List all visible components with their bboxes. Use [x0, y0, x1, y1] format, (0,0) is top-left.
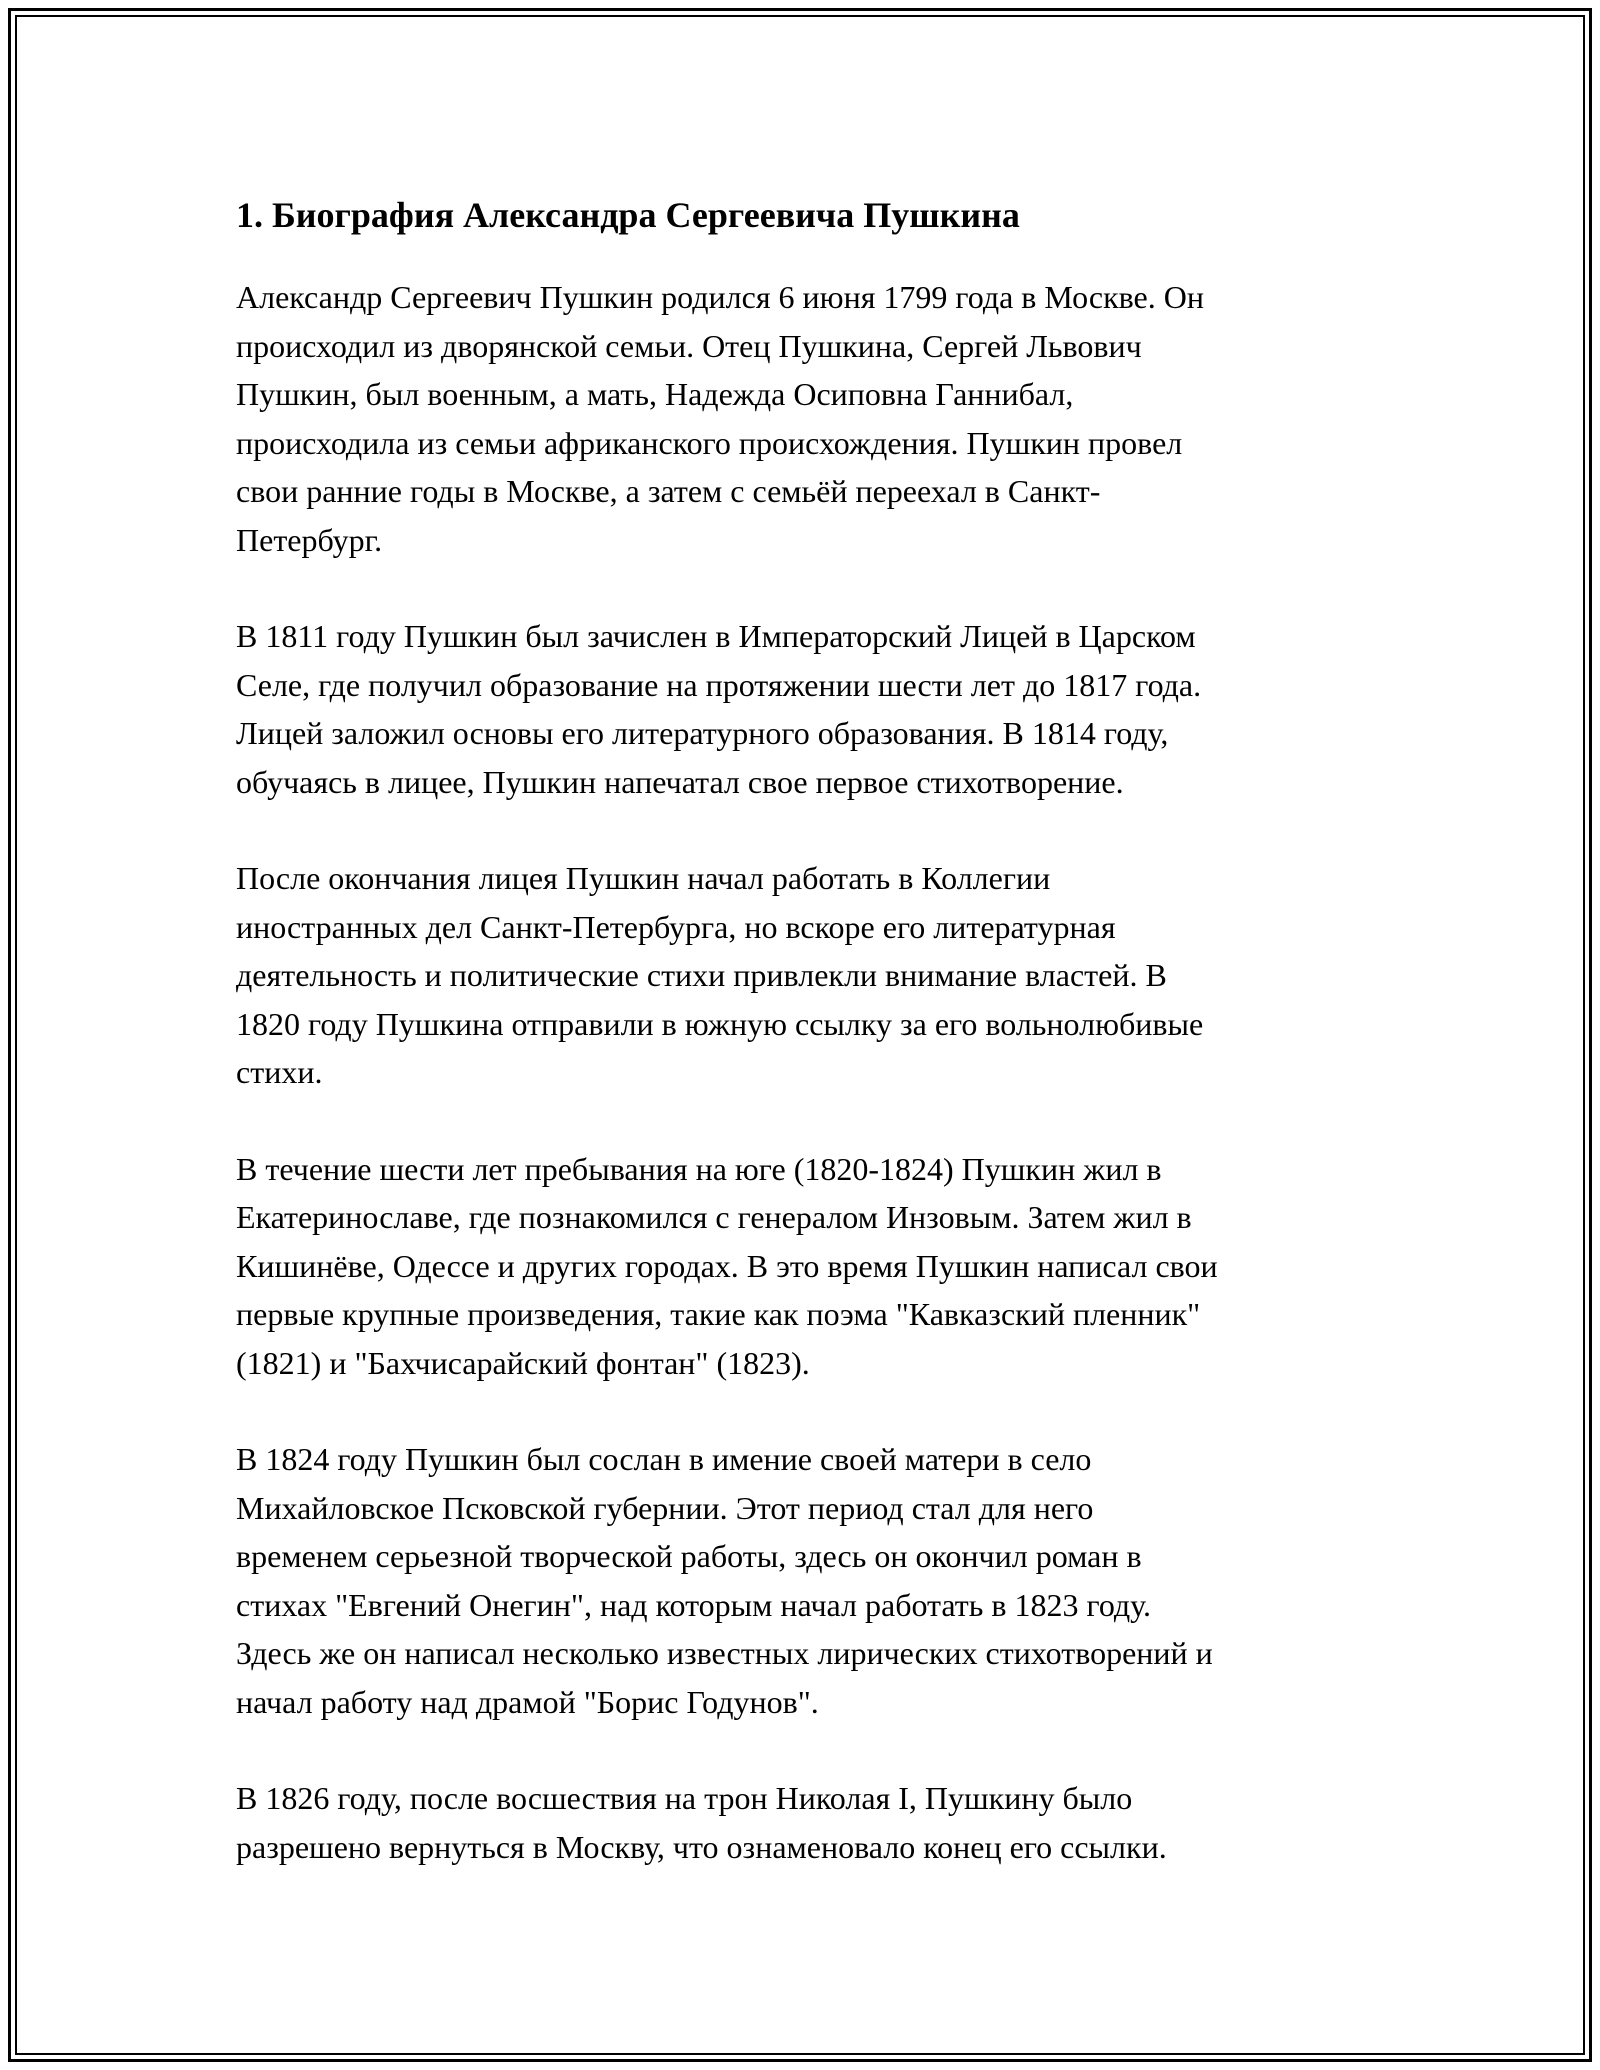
paragraph-early-life: Александр Сергеевич Пушкин родился 6 июня 1799 года в Москве. Он происходил из дворянской семьи. Отец Пушкина, Сергей Львович Пушкин, был военным, а мать, Надежда Осиповна Ганнибал, происходила из семьи африканского происхождения. Пушкин провел свои ранние годы в Москве, а затем с семьёй переехал в Санкт- Петербург.	[236, 279, 1204, 558]
paragraph-southern-exile: В течение шести лет пребывания на юге (1820-1824) Пушкин жил в Екатеринославе, где познакомился с генералом Инзовым. Затем жил в Кишинёве, Одессе и других городах. В это время Пушкин написал свои первые крупные произведения, такие как поэма "Кавказский пленник" (1821) и "Бахчисарайский фонтан" (1823).	[236, 1150, 1218, 1381]
paragraph-mikhailovskoe: В 1824 году Пушкин был сослан в имение своей матери в село Михайловское Псковской губернии. Этот период стал для него временем серьезной творческой работы, здесь он окончил роман в стихах "Евгений Онегин", над которым начал работать в 1823 году. Здесь же он написал несколько известных лирических стихотворений и начал работу над драмой "Борис Годунов".	[236, 1441, 1213, 1720]
paragraph-lyceum: В 1811 году Пушкин был зачислен в Императорский Лицей в Царском Селе, где получил образование на протяжении шести лет до 1817 года. Лицей заложил основы его литературного образования. В 1814 году, обучаясь в лицее, Пушкин напечатал свое первое стихотворение.	[236, 618, 1202, 800]
section-heading: 1. Биография Александра Сергеевича Пушкина	[236, 195, 1020, 235]
paragraph-return-to-moscow: В 1826 году, после восшествия на трон Николая I, Пушкину было разрешено вернуться в Москву, что ознаменовало конец его ссылки.	[236, 1780, 1167, 1865]
document-body	[236, 185, 1376, 1871]
paragraph-foreign-affairs: После окончания лицея Пушкин начал работать в Коллегии иностранных дел Санкт-Петербурга, но вскоре его литературная деятельность и политические стихи привлекли внимание властей. В 1820 году Пушкина отправили в южную ссылку за его вольнолюбивые стихи.	[236, 860, 1204, 1090]
